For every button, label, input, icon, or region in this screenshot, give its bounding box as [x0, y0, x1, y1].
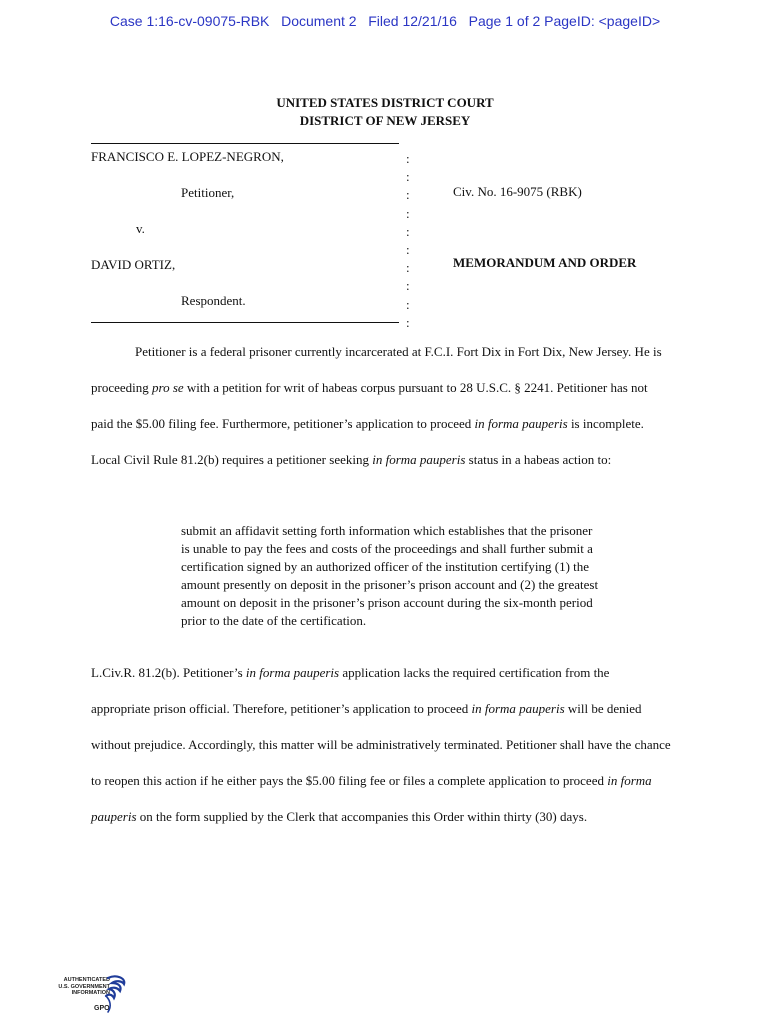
italic-run: in forma pauperis — [245, 665, 340, 680]
italic-run: pro se — [152, 380, 184, 395]
block-quote: submit an affidavit setting forth information which establishes that the prisoner is unable to pay the fees and costs of the proceedings and shall further submit a certification signed by an authorized officer of the institution certifying (1) the amount presently on deposit in the prisoner’s prison account and (2) the greatest amount on deposit in the prisoner’s prison account during the six-month period prior to the date of the certification. — [181, 523, 599, 628]
petitioner-role: Petitioner, — [181, 185, 235, 200]
page-info: Page 1 of 2 PageID: <pageID> — [468, 13, 661, 29]
colon: : — [406, 187, 410, 203]
colon: : — [406, 260, 410, 276]
paragraph-1 — [91, 334, 671, 478]
colon: : — [406, 205, 410, 221]
colon: : — [406, 169, 410, 185]
document-title: MEMORANDUM AND ORDER — [453, 255, 637, 270]
court-district: DISTRICT OF NEW JERSEY — [299, 113, 471, 128]
gpo-authentication-seal — [44, 974, 128, 1018]
italic-run: in forma pauperis — [91, 773, 652, 824]
respondent-role: Respondent. — [181, 293, 246, 308]
case-number: Case 1:16-cv-09075-RBK — [109, 13, 270, 29]
versus: v. — [136, 221, 145, 236]
text-run: application lacks the required certification from the appropriate prison official. Therefore, petitioner’s application to proceed — [91, 665, 610, 716]
text-run: is incomplete. Local Civil Rule 81.2(b) requires a petitioner seeking — [91, 416, 644, 467]
court-title — [0, 94, 770, 130]
case-header — [0, 13, 770, 29]
text-run: L.Civ.R. 81.2(b). Petitioner’s — [91, 665, 246, 680]
text-run: will be denied without prejudice. Accordingly, this matter will be administratively terminated. Petitioner shall have the chance to reopen this action if he either pays the $5.00 filing fee or files a complete application to proceed — [91, 701, 671, 788]
seal-text: AUTHENTICATED U.S. GOVERNMENT INFORMATION — [58, 977, 110, 997]
colon: : — [406, 223, 410, 239]
text-run: Petitioner is a federal prisoner currently incarcerated at F.C.I. Fort Dix in Fort Dix, New Jersey. He is proceeding — [91, 344, 662, 395]
civil-number: Civ. No. 16-9075 (RBK) — [453, 184, 582, 199]
caption-top-rule — [91, 143, 399, 144]
italic-run: in forma pauperis — [471, 701, 565, 716]
italic-run: in forma pauperis — [372, 452, 466, 467]
text-run: on the form supplied by the Clerk that accompanies this Order within thirty (30) days. — [136, 809, 588, 824]
colon: : — [406, 314, 410, 330]
filed-date: Filed 12/21/16 — [368, 13, 457, 29]
caption-colon-column — [406, 150, 410, 332]
colon: : — [406, 151, 410, 166]
text-run: status in a habeas action to: — [465, 452, 612, 467]
seal-gpo: GPO — [94, 1005, 110, 1012]
document-number: Document 2 — [281, 13, 357, 29]
text-run: with a petition for writ of habeas corpus pursuant to 28 U.S.C. § 2241. Petitioner has not paid the $5.00 filing fee. Furthermore, petitioner’s application to proceed — [91, 380, 648, 431]
colon: : — [406, 278, 410, 294]
petitioner-name: FRANCISCO E. LOPEZ-NEGRON, — [91, 149, 284, 164]
paragraph-2 — [91, 655, 671, 835]
court-name: UNITED STATES DISTRICT COURT — [276, 95, 494, 110]
colon: : — [406, 241, 410, 257]
colon: : — [406, 296, 410, 312]
italic-run: in forma pauperis — [474, 416, 568, 431]
respondent-name: DAVID ORTIZ, — [91, 257, 176, 272]
caption-bottom-rule — [91, 322, 399, 323]
gpo-eagle-icon — [100, 974, 128, 1016]
